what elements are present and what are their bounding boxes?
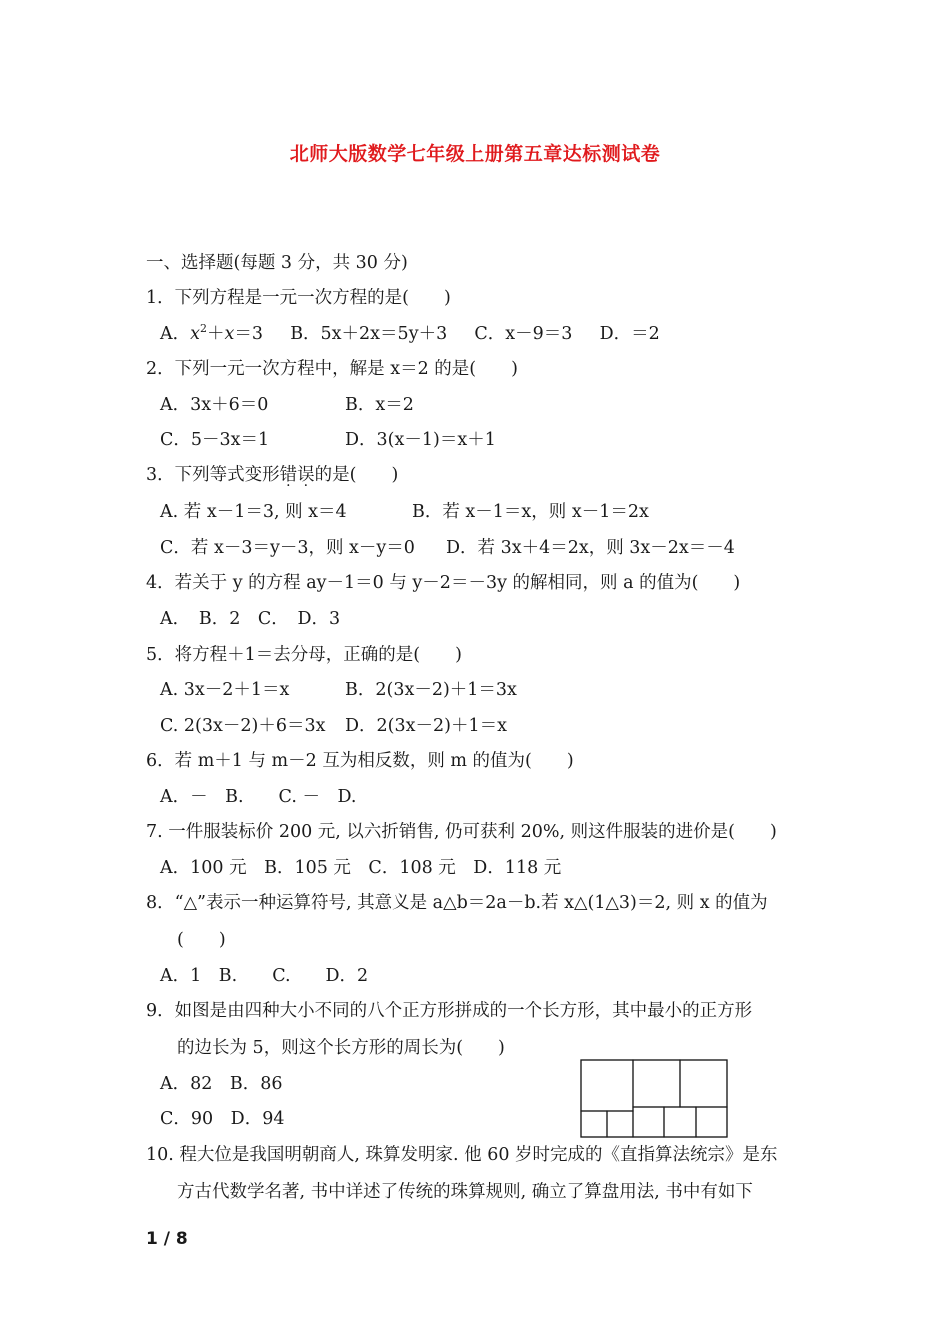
outer-rectangle — [581, 1060, 727, 1137]
page-number: 1 / 8 — [146, 1229, 188, 1249]
question-2-stem: 2．下列一元一次方程中，解是 x＝2 的是( ) — [146, 359, 518, 379]
question-9-stem: 9．如图是由四种大小不同的八个正方形拼成的一个长方形，其中最小的正方形 — [146, 1001, 753, 1021]
q3-option-c: C．若 x－3＝y－3，则 x－y＝0 — [160, 538, 415, 558]
q1-option-a: A．$x^2+x=3$ — [160, 322, 264, 344]
square-medium — [633, 1060, 680, 1107]
question-5-stem: 5．将方程＋1＝去分母，正确的是( ) — [146, 645, 462, 665]
exam-title: 北师大版数学七年级上册第五章达标测试卷 — [289, 143, 661, 165]
question-6-stem: 6．若 m＋1 与 m－2 互为相反数，则 m 的值为( ) — [146, 751, 574, 771]
question-1-options — [160, 323, 660, 345]
q9-options-cd: C．90 D．94 — [160, 1109, 285, 1129]
q6-options: A．－ B. C. － D. — [160, 787, 357, 807]
squares-rectangle-figure — [580, 1059, 730, 1139]
q2-option-d: D．3(x－1)＝x＋1 — [345, 430, 496, 450]
square-tiny — [664, 1107, 696, 1137]
q2-option-b: B．x＝2 — [345, 395, 414, 415]
q5-option-a: A. 3x－2＋1＝x — [160, 680, 290, 700]
question-7-stem: 7. 一件服装标价 200 元, 以六折销售, 仍可获利 20%, 则这件服装的进价是( ) — [146, 822, 777, 842]
q4-options: A． B．2 C． D．3 — [160, 609, 341, 629]
square-tiny — [696, 1107, 727, 1137]
square-small — [607, 1111, 633, 1137]
q5-option-d: D．2(3x－2)＋1＝x — [345, 716, 507, 736]
square-tiny — [633, 1107, 664, 1137]
q1-option-d: D．＝2 — [599, 324, 660, 344]
q5-option-b: B．2(3x－2)＋1＝3x — [345, 680, 517, 700]
q5-option-c: C. 2(3x－2)＋6＝3x — [160, 716, 326, 736]
q2-option-a: A．3x＋6＝0 — [160, 395, 269, 415]
square-small — [581, 1111, 607, 1137]
emphasis-dot-char: 误 — [297, 465, 315, 485]
q9-options-ab: A．82 B．86 — [160, 1074, 283, 1094]
q1-option-b: B．5x＋2x＝5y＋3 — [290, 324, 448, 344]
question-8-stem: 8．“△”表示一种运算符号, 其意义是 a△b＝2a－b.若 x△(1△3)＝2, 则 x 的值为 — [146, 893, 768, 913]
question-10-stem: 10. 程大位是我国明朝商人, 珠算发明家. 他 60 岁时完成的《直指算法统宗》是东 — [146, 1145, 778, 1165]
q1-option-c: C．x－9＝3 — [474, 324, 573, 344]
q3-option-b: B．若 x－1＝x，则 x－1＝2x — [412, 502, 649, 522]
question-4-stem: 4．若关于 y 的方程 ay－1＝0 与 y－2＝－3y 的解相同，则 a 的值为( ) — [146, 573, 741, 593]
q7-options: A．100 元 B．105 元 C．108 元 D．118 元 — [160, 858, 562, 878]
q3-option-d: D．若 3x＋4＝2x，则 3x－2x＝－4 — [446, 538, 735, 558]
emphasis-dot-char: 错 — [279, 465, 298, 485]
question-10-stem-cont: 方古代数学名著, 书中详述了传统的珠算规则, 确立了算盘用法, 书中有如下 — [177, 1182, 753, 1202]
q8-options: A．1 B. C. D．2 — [160, 966, 369, 986]
question-1-stem: 1．下列方程是一元一次方程的是( ) — [146, 288, 451, 308]
question-8-paren: ( ) — [177, 930, 226, 950]
square-medium — [680, 1060, 727, 1107]
question-3-stem: 3．下列等式变形错误的是( ) — [146, 465, 399, 485]
q2-option-c: C．5－3x＝1 — [160, 430, 270, 450]
q3-option-a: A. 若 x－1＝3, 则 x＝4 — [160, 502, 347, 522]
square-large — [581, 1060, 633, 1111]
section-heading: 一、选择题(每题 3 分，共 30 分) — [146, 253, 408, 273]
question-9-stem-cont: 的边长为 5，则这个长方形的周长为( ) — [177, 1038, 505, 1058]
